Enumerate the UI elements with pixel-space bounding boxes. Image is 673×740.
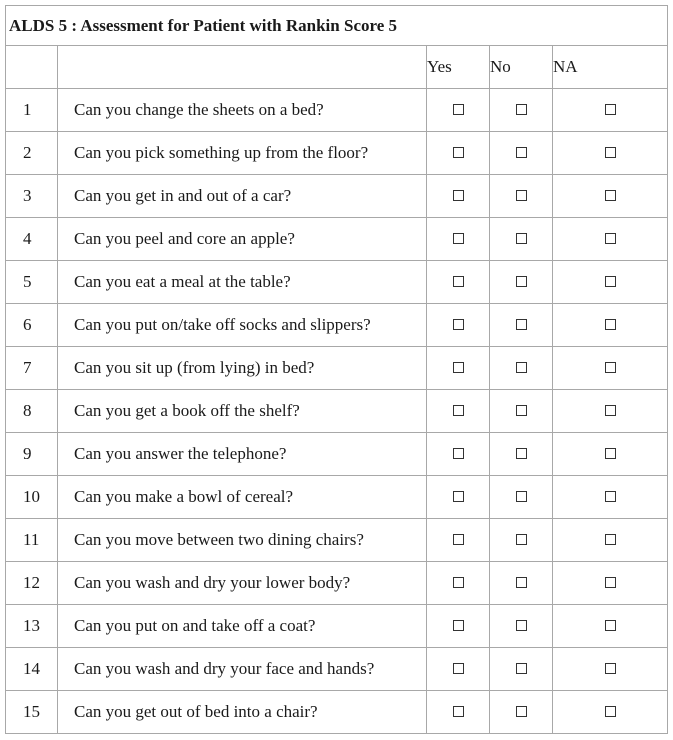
checkbox-yes[interactable] bbox=[453, 276, 464, 287]
checkbox-no[interactable] bbox=[516, 491, 527, 502]
question-text: Can you wash and dry your lower body? bbox=[58, 562, 427, 605]
question-number: 2 bbox=[6, 132, 58, 175]
checkbox-no[interactable] bbox=[516, 147, 527, 158]
checkbox-na[interactable] bbox=[605, 276, 616, 287]
question-number: 6 bbox=[6, 304, 58, 347]
question-text: Can you change the sheets on a bed? bbox=[58, 89, 427, 132]
checkbox-no[interactable] bbox=[516, 706, 527, 717]
question-text: Can you put on and take off a coat? bbox=[58, 605, 427, 648]
question-text: Can you make a bowl of cereal? bbox=[58, 476, 427, 519]
checkbox-yes[interactable] bbox=[453, 663, 464, 674]
checkbox-na[interactable] bbox=[605, 233, 616, 244]
table-row bbox=[6, 347, 668, 390]
question-text: Can you move between two dining chairs? bbox=[58, 519, 427, 562]
checkbox-na[interactable] bbox=[605, 147, 616, 158]
checkbox-no[interactable] bbox=[516, 233, 527, 244]
checkbox-yes[interactable] bbox=[453, 104, 464, 115]
checkbox-no[interactable] bbox=[516, 534, 527, 545]
cell-no bbox=[490, 519, 553, 562]
cell-na bbox=[553, 218, 668, 261]
checkbox-yes[interactable] bbox=[453, 233, 464, 244]
question-number: 5 bbox=[6, 261, 58, 304]
cell-no bbox=[490, 691, 553, 734]
cell-yes bbox=[427, 132, 490, 175]
cell-yes bbox=[427, 347, 490, 390]
cell-no bbox=[490, 605, 553, 648]
checkbox-yes[interactable] bbox=[453, 534, 464, 545]
question-text: Can you wash and dry your face and hands? bbox=[58, 648, 427, 691]
checkbox-no[interactable] bbox=[516, 276, 527, 287]
cell-yes bbox=[427, 218, 490, 261]
question-number: 12 bbox=[6, 562, 58, 605]
checkbox-na[interactable] bbox=[605, 534, 616, 545]
cell-no bbox=[490, 261, 553, 304]
checkbox-no[interactable] bbox=[516, 620, 527, 631]
table-row bbox=[6, 89, 668, 132]
table-row bbox=[6, 390, 668, 433]
header-row bbox=[6, 46, 668, 89]
cell-no bbox=[490, 562, 553, 605]
question-text: Can you get in and out of a car? bbox=[58, 175, 427, 218]
header-no: No bbox=[490, 46, 553, 89]
cell-na bbox=[553, 605, 668, 648]
cell-yes bbox=[427, 175, 490, 218]
checkbox-na[interactable] bbox=[605, 405, 616, 416]
checkbox-yes[interactable] bbox=[453, 706, 464, 717]
question-number: 11 bbox=[6, 519, 58, 562]
cell-yes bbox=[427, 261, 490, 304]
question-number: 15 bbox=[6, 691, 58, 734]
table-row bbox=[6, 519, 668, 562]
checkbox-yes[interactable] bbox=[453, 620, 464, 631]
cell-yes bbox=[427, 519, 490, 562]
cell-no bbox=[490, 304, 553, 347]
table-row bbox=[6, 175, 668, 218]
question-text: Can you eat a meal at the table? bbox=[58, 261, 427, 304]
header-yes: Yes bbox=[427, 46, 490, 89]
cell-no bbox=[490, 648, 553, 691]
question-text: Can you put on/take off socks and slippers? bbox=[58, 304, 427, 347]
checkbox-na[interactable] bbox=[605, 190, 616, 201]
checkbox-no[interactable] bbox=[516, 405, 527, 416]
checkbox-yes[interactable] bbox=[453, 491, 464, 502]
checkbox-na[interactable] bbox=[605, 448, 616, 459]
question-number: 13 bbox=[6, 605, 58, 648]
checkbox-no[interactable] bbox=[516, 663, 527, 674]
checkbox-no[interactable] bbox=[516, 362, 527, 373]
cell-yes bbox=[427, 304, 490, 347]
cell-na bbox=[553, 691, 668, 734]
title-row bbox=[6, 6, 668, 46]
table-row bbox=[6, 562, 668, 605]
checkbox-na[interactable] bbox=[605, 319, 616, 330]
checkbox-na[interactable] bbox=[605, 620, 616, 631]
checkbox-na[interactable] bbox=[605, 577, 616, 588]
checkbox-yes[interactable] bbox=[453, 448, 464, 459]
cell-na bbox=[553, 562, 668, 605]
question-number: 4 bbox=[6, 218, 58, 261]
cell-na bbox=[553, 261, 668, 304]
table-row bbox=[6, 132, 668, 175]
cell-yes bbox=[427, 433, 490, 476]
question-text: Can you sit up (from lying) in bed? bbox=[58, 347, 427, 390]
table-title: ALDS 5 : Assessment for Patient with Rankin Score 5 bbox=[6, 6, 668, 46]
question-number: 8 bbox=[6, 390, 58, 433]
question-text: Can you answer the telephone? bbox=[58, 433, 427, 476]
checkbox-no[interactable] bbox=[516, 577, 527, 588]
question-text: Can you get out of bed into a chair? bbox=[58, 691, 427, 734]
cell-no bbox=[490, 390, 553, 433]
header-number bbox=[6, 46, 58, 89]
question-text: Can you get a book off the shelf? bbox=[58, 390, 427, 433]
cell-no bbox=[490, 89, 553, 132]
table-row bbox=[6, 304, 668, 347]
cell-na bbox=[553, 347, 668, 390]
table-row bbox=[6, 218, 668, 261]
table-row bbox=[6, 433, 668, 476]
cell-yes bbox=[427, 648, 490, 691]
cell-na bbox=[553, 519, 668, 562]
question-rows bbox=[6, 89, 668, 734]
cell-yes bbox=[427, 89, 490, 132]
table-row bbox=[6, 691, 668, 734]
cell-no bbox=[490, 433, 553, 476]
question-number: 3 bbox=[6, 175, 58, 218]
checkbox-no[interactable] bbox=[516, 104, 527, 115]
question-number: 7 bbox=[6, 347, 58, 390]
question-text: Can you pick something up from the floor? bbox=[58, 132, 427, 175]
checkbox-yes[interactable] bbox=[453, 577, 464, 588]
checkbox-yes[interactable] bbox=[453, 319, 464, 330]
cell-yes bbox=[427, 562, 490, 605]
question-number: 10 bbox=[6, 476, 58, 519]
checkbox-yes[interactable] bbox=[453, 362, 464, 373]
checkbox-na[interactable] bbox=[605, 663, 616, 674]
table-row bbox=[6, 605, 668, 648]
cell-yes bbox=[427, 476, 490, 519]
header-na: NA bbox=[553, 46, 668, 89]
cell-na bbox=[553, 390, 668, 433]
cell-na bbox=[553, 304, 668, 347]
table-row bbox=[6, 261, 668, 304]
checkbox-na[interactable] bbox=[605, 706, 616, 717]
checkbox-yes[interactable] bbox=[453, 190, 464, 201]
cell-no bbox=[490, 218, 553, 261]
cell-na bbox=[553, 433, 668, 476]
cell-no bbox=[490, 132, 553, 175]
checkbox-yes[interactable] bbox=[453, 147, 464, 158]
cell-na bbox=[553, 132, 668, 175]
cell-yes bbox=[427, 605, 490, 648]
checkbox-no[interactable] bbox=[516, 448, 527, 459]
checkbox-yes[interactable] bbox=[453, 405, 464, 416]
cell-na bbox=[553, 89, 668, 132]
cell-no bbox=[490, 175, 553, 218]
checkbox-no[interactable] bbox=[516, 319, 527, 330]
assessment-table bbox=[5, 5, 668, 734]
table-row bbox=[6, 476, 668, 519]
cell-no bbox=[490, 347, 553, 390]
checkbox-na[interactable] bbox=[605, 491, 616, 502]
header-question bbox=[58, 46, 427, 89]
cell-na bbox=[553, 476, 668, 519]
checkbox-na[interactable] bbox=[605, 362, 616, 373]
cell-no bbox=[490, 476, 553, 519]
cell-yes bbox=[427, 691, 490, 734]
checkbox-na[interactable] bbox=[605, 104, 616, 115]
cell-yes bbox=[427, 390, 490, 433]
question-text: Can you peel and core an apple? bbox=[58, 218, 427, 261]
table-row bbox=[6, 648, 668, 691]
cell-na bbox=[553, 175, 668, 218]
question-number: 14 bbox=[6, 648, 58, 691]
question-number: 1 bbox=[6, 89, 58, 132]
checkbox-no[interactable] bbox=[516, 190, 527, 201]
question-number: 9 bbox=[6, 433, 58, 476]
cell-na bbox=[553, 648, 668, 691]
